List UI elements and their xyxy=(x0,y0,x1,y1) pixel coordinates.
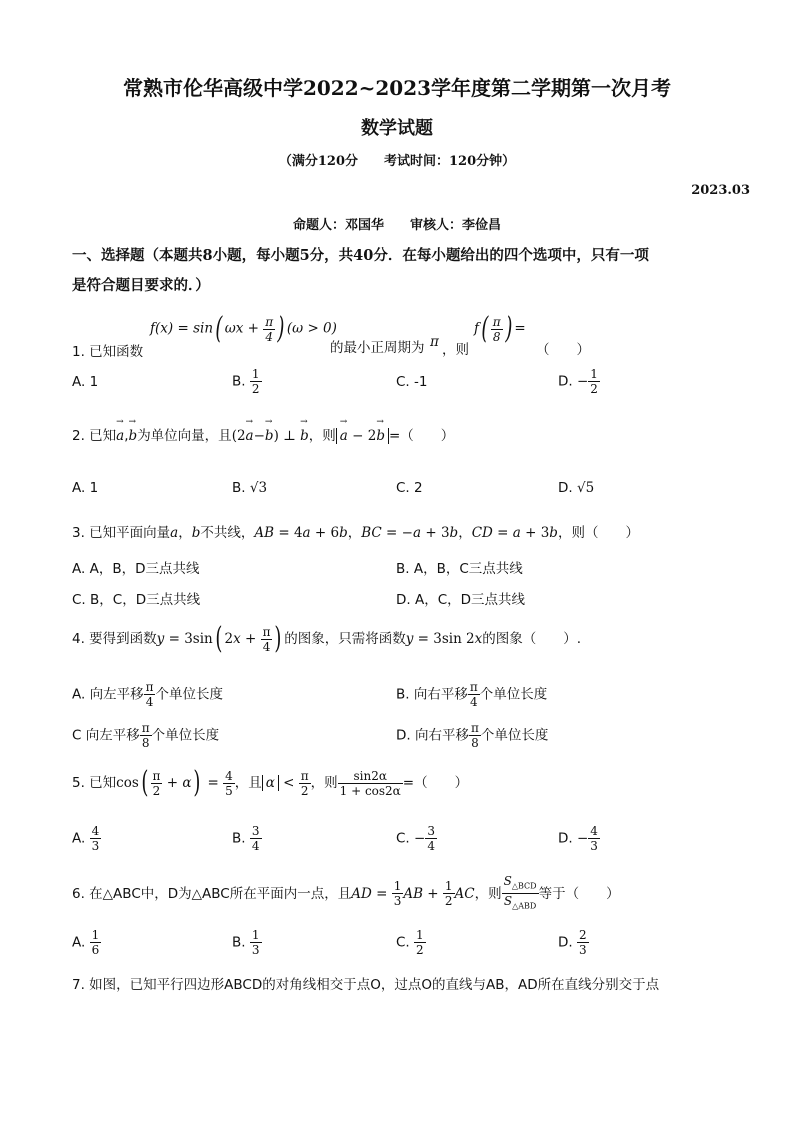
q1-pi: π xyxy=(430,334,439,350)
q6-option-b: B. $\frac{1}{3}$ xyxy=(232,928,260,957)
q5-option-a: A. $\frac{4}{3}$ xyxy=(72,824,100,853)
q5-option-d: D. − $\frac{4}{3}$ xyxy=(558,824,598,853)
question-7: 7. 如图，已知平行四边形ABCD的对角线相交于点O，过点O的直线与AB，AD所在直线分别交于点 xyxy=(72,977,660,993)
q1-end: ，则 xyxy=(442,342,469,358)
q1-option-b xyxy=(232,367,262,396)
q1-mid: 的最小正周期为 xyxy=(330,340,425,356)
q6-label: 6. 在△ABC中，D为△ABC所在平面内一点，且 xyxy=(72,885,352,902)
q3-label: 3. 已知平面向量 xyxy=(72,525,171,541)
q6-option-c: C. $\frac{1}{2}$ xyxy=(396,928,424,957)
q6-option-c-label: C. xyxy=(396,934,410,951)
q1-d-frac: $\frac{1}{2}$ xyxy=(590,367,598,396)
q3-mid: 不共线， xyxy=(200,525,255,541)
section-heading-line1: 一、选择题（本题共8小题，每小题5分，共40分．在每小题给出的四个选项中，只有一项 xyxy=(72,247,649,264)
q4-mid: 的图象，只需将函数 xyxy=(284,631,406,647)
question-2: 2. 已知→ a,→ b为单位向量，且(2→ a−→ b) ⊥ → b，则→ a − 2→ b =（ ） xyxy=(72,424,454,444)
q1-blank: （ ） xyxy=(536,342,590,358)
q4-option-c: C 向左平移 $\frac{\pi}{8}$ 个单位长度 xyxy=(72,721,220,750)
q6-option-b-label: B. xyxy=(232,934,246,951)
q2-option-b-label: B. xyxy=(232,480,246,496)
q4-option-b-unit: 个单位长度 xyxy=(479,686,548,703)
q4-option-c-unit: 个单位长度 xyxy=(151,727,220,744)
exam-meta: （满分120分 考试时间：120分钟） xyxy=(278,154,516,169)
q5-option-a-label: A. xyxy=(72,830,86,847)
question-4: 4. 要得到函数y = 3sin( 2x + $\frac{\pi}{4}$ ) 的图象，只需将函数y = 3sin 2x的图象（ ）. xyxy=(72,621,582,656)
q4-option-b-label: B. 向右平移 xyxy=(396,686,468,703)
q5-option-b-label: B. xyxy=(232,830,246,847)
q3-option-d: D. A，C，D三点共线 xyxy=(396,592,526,608)
q2-option-d-label: D. xyxy=(558,480,573,496)
q4-end: 的图象（ ）. xyxy=(482,631,582,647)
q5-mid2: ，则 xyxy=(310,775,338,791)
q6-mid: ，则 xyxy=(474,885,502,902)
exam-authors: 命题人：邓国华 审核人：李俭昌 xyxy=(292,218,501,233)
q2-option-c: C. 2 xyxy=(396,480,423,496)
q4-option-a: A. 向左平移 $\frac{\pi}{4}$ 个单位长度 xyxy=(72,680,223,709)
q6-option-d-label: D. xyxy=(558,934,573,951)
q2-blank: =（ ） xyxy=(388,428,455,444)
question-6: 6. 在△ABC中，D为△ABC所在平面内一点，且AD = $\frac{1}{3}$ AB + $\frac{1}{2}$ AC，则 $\frac{S_{\triangle BCD}}{S_{\triangle ABD}}$ 等于（ ） xyxy=(72,874,620,911)
q1-option-b-label: B. xyxy=(232,373,246,390)
q3-option-c: C. B，C，D三点共线 xyxy=(72,592,201,608)
q5-label: 5. 已知 xyxy=(72,775,117,791)
q2-option-d: D. √5 xyxy=(558,480,595,496)
q3-option-a: A. A，B，D三点共线 xyxy=(72,561,200,577)
section-heading-line2: 是符合题目要求的．） xyxy=(72,277,210,294)
exam-subtitle: 数学试题 xyxy=(361,118,433,139)
q2-mid: 为单位向量，且 xyxy=(137,428,232,444)
q5-end: =（ ） xyxy=(402,775,469,791)
q1-option-c: C. -1 xyxy=(396,374,428,390)
q4-option-a-unit: 个单位长度 xyxy=(155,686,223,703)
question-5: 5. 已知cos( $\frac{\pi}{2}$ + α) = $\frac{4}{5}$ ，且 α < $\frac{\pi}{2}$ ，则 $\frac{\sin 2\alpha}{1 + \cos 2\alpha}$ =（ ） xyxy=(72,765,469,800)
q4-option-d-label: D. 向右平移 xyxy=(396,727,469,744)
q6-option-a: A. $\frac{1}{6}$ xyxy=(72,928,100,957)
q2-end: ，则 xyxy=(308,428,336,444)
q3-option-b: B. A，B，C三点共线 xyxy=(396,561,523,577)
q1-option-a: A. 1 xyxy=(72,374,99,390)
q5-option-c: C. − $\frac{3}{4}$ xyxy=(396,824,435,853)
q4-option-b: B. 向右平移 $\frac{\pi}{4}$ 个单位长度 xyxy=(396,680,548,709)
q5-option-d-label: D. xyxy=(558,830,573,847)
q1-option-d-label: D. xyxy=(558,373,573,390)
q1-label: 1. 已知函数 xyxy=(72,344,144,360)
q1-b-frac: $\frac{1}{2}$ xyxy=(251,367,260,396)
q4-option-a-label: A. 向左平移 xyxy=(72,686,144,703)
q6-end: 等于（ ） xyxy=(538,885,620,902)
q4-option-c-label: C 向左平移 xyxy=(72,727,140,744)
exam-date: 2023.03 xyxy=(691,183,750,198)
q5-mid: ，且 xyxy=(234,775,262,791)
q5-option-b: B. $\frac{3}{4}$ xyxy=(232,824,260,853)
exam-title: 常熟市伦华高级中学2022~2023学年度第二学期第一次月考 xyxy=(122,76,672,100)
q6-option-d: D. $\frac{2}{3}$ xyxy=(558,928,587,957)
q2-option-b: B. √3 xyxy=(232,480,268,496)
q2-label: 2. 已知 xyxy=(72,428,117,444)
q4-option-d-unit: 个单位长度 xyxy=(480,727,549,744)
q2-option-a: A. 1 xyxy=(72,480,99,496)
q1-option-d: D. − $\frac{1}{2}$ xyxy=(558,367,598,396)
q5-option-c-label: C. xyxy=(396,830,410,847)
q4-label: 4. 要得到函数 xyxy=(72,631,157,647)
q6-option-a-label: A. xyxy=(72,934,86,951)
q3-end: ，则（ ） xyxy=(557,525,639,541)
q1-function: f(x) = sin( ωx + $\frac{\pi}{4}$ ) (ω > 0) xyxy=(150,311,337,346)
question-3: 3. 已知平面向量a，b不共线，AB = 4a + 6b，BC = −a + 3b，CD = a + 3b，则（ ） xyxy=(72,525,639,541)
q4-option-d: D. 向右平移 $\frac{\pi}{8}$ 个单位长度 xyxy=(396,721,549,750)
q1-f-value: f( $\frac{\pi}{8}$ ) = xyxy=(474,311,526,346)
